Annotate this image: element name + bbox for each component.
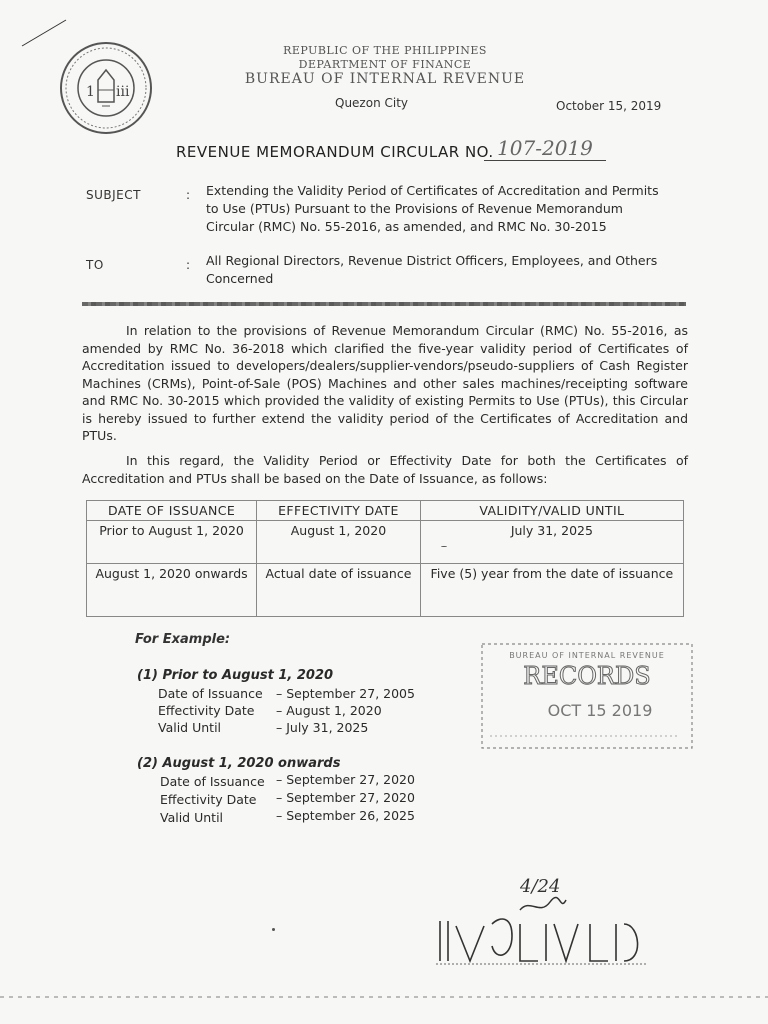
header-divider <box>82 302 686 306</box>
example-title: (1) Prior to August 1, 2020 <box>137 668 334 683</box>
example-label: Date of Issuance <box>160 774 265 789</box>
paragraph-text: In this regard, the Validity Period or Effectivity Date for both the Certificates of Accreditation and PTUs shall be based on the Date of Issuance, as follows: <box>82 453 688 486</box>
subject-line: Extending the Validity Period of Certificates of Accreditation and Permits <box>206 183 659 198</box>
example-label: Valid Until <box>160 810 224 825</box>
stamp-bureau: BUREAU OF INTERNAL REVENUE <box>509 651 665 660</box>
stamp-word: RECORDS <box>523 662 651 690</box>
example-value: – September 27, 2020 <box>276 790 415 805</box>
example-label: Date of Issuance <box>158 686 263 701</box>
letterhead-republic: REPUBLIC OF THE PHILIPPINES <box>283 44 487 57</box>
letterhead-city: Quezon City <box>335 96 409 110</box>
table-row <box>87 564 684 617</box>
table-header: DATE OF ISSUANCE <box>87 501 257 521</box>
subject-label: SUBJECT <box>86 188 141 202</box>
signature-icon <box>400 876 670 971</box>
subject-text <box>206 182 686 236</box>
table-row <box>87 521 684 564</box>
table-cell: August 1, 2020 <box>257 521 421 564</box>
example-value: – July 31, 2025 <box>276 720 369 735</box>
subject-line: to Use (PTUs) Pursuant to the Provisions of Revenue Memorandum <box>206 201 623 216</box>
table-header: VALIDITY/VALID UNTIL <box>420 501 683 521</box>
circular-title: REVENUE MEMORANDUM CIRCULAR NO. <box>176 143 494 161</box>
table-cell: Actual date of issuance <box>257 564 421 617</box>
letterhead <box>220 44 550 87</box>
to-colon: : <box>186 258 191 272</box>
bir-seal-icon <box>58 40 154 136</box>
table-cell: Prior to August 1, 2020 <box>87 521 257 564</box>
to-label: TO <box>86 258 104 272</box>
example-title: (2) August 1, 2020 onwards <box>137 756 341 771</box>
regard-paragraph <box>82 452 688 487</box>
to-text <box>206 252 686 288</box>
subject-line: Circular (RMC) No. 55-2016, as amended, and RMC No. 30-2015 <box>206 219 607 234</box>
table-cell: July 31, 2025 <box>420 521 683 564</box>
to-line: Concerned <box>206 271 274 286</box>
examples-heading: For Example: <box>135 632 231 647</box>
paragraph-text: In relation to the provisions of Revenue Memorandum Circular (RMC) No. 55-2016, as amended by RMC No. 36-2018 which clarified the five-year validity period of Certificates of Accreditation issued to developers/dealers/supplier-vendors/pseudo-suppliers of Cash Register Machines (CRMs), Point-of-Sale (POS) Machines and other sales machines/receipting software and RMC No. 30-2015 which provided the validity of existing Permits to Use (PTUs), this Circular is hereby issued to further extend the validity period of the Certificates of Accreditation and PTUs. <box>82 323 688 443</box>
letterhead-department: DEPARTMENT OF FINANCE <box>298 58 472 71</box>
table-cell: August 1, 2020 onwards <box>87 564 257 617</box>
records-received-stamp <box>480 640 695 752</box>
example-value: – September 27, 2020 <box>276 772 415 787</box>
example-value: – September 26, 2025 <box>276 808 415 823</box>
letterhead-bureau: BUREAU OF INTERNAL REVENUE <box>244 71 526 87</box>
svg-text:1: 1 <box>86 84 95 100</box>
speck <box>272 928 275 931</box>
intro-paragraph <box>82 322 688 445</box>
circular-number: 107-2019 <box>484 136 606 161</box>
table-cell: Five (5) year from the date of issuance <box>420 564 683 617</box>
table-header: EFFECTIVITY DATE <box>257 501 421 521</box>
example-label: Effectivity Date <box>160 792 257 807</box>
example-label: Effectivity Date <box>158 703 255 718</box>
validity-table <box>86 500 684 617</box>
table-header-row <box>87 501 684 521</box>
speck <box>441 546 447 547</box>
svg-text:iii: iii <box>116 84 130 100</box>
subject-colon: : <box>186 188 191 202</box>
example-value: – September 27, 2005 <box>276 686 415 701</box>
handwritten-note: 4/24 <box>520 876 561 897</box>
document-date: October 15, 2019 <box>556 99 662 113</box>
example-value: – August 1, 2020 <box>276 703 382 718</box>
example-label: Valid Until <box>158 720 222 735</box>
to-line: All Regional Directors, Revenue District Officers, Employees, and Others <box>206 253 658 268</box>
stamp-date: OCT 15 2019 <box>547 701 653 720</box>
page-bottom-edge <box>0 996 768 998</box>
